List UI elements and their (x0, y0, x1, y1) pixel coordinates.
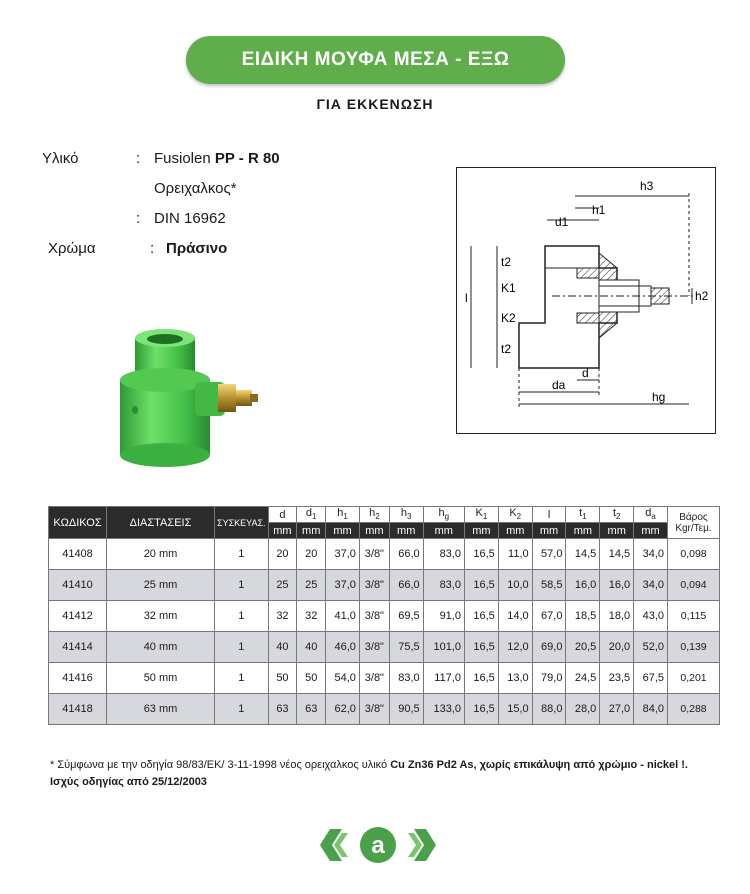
cell-t1: 16,0 (566, 570, 600, 601)
cell-t2: 18,0 (600, 601, 634, 632)
cell-t1: 18,5 (566, 601, 600, 632)
col-t2: $t_2$ (600, 507, 634, 523)
cell-da: 52,0 (634, 632, 668, 663)
logo-letter: a (371, 832, 385, 859)
col-package: ΣΥΣΚΕΥΑΣ. (215, 507, 269, 539)
material-label: Υλικό (42, 150, 79, 167)
material-colon: : (136, 150, 141, 167)
col-h2: $h_2$ (359, 507, 389, 523)
cell-d: 20 (268, 539, 297, 570)
cell-K2: 12,0 (498, 632, 532, 663)
col-l: l (532, 507, 566, 523)
color-colon: : (150, 240, 155, 257)
cell-d: 25 (268, 570, 297, 601)
cell-K1: 16,5 (464, 663, 498, 694)
label-h3: h3 (640, 179, 654, 193)
label-K1: K1 (501, 281, 516, 295)
cell-dim: 50 mm (107, 663, 215, 694)
label-t2-bottom: t2 (501, 342, 512, 356)
cell-t1: 14,5 (566, 539, 600, 570)
col-d: d (268, 507, 297, 523)
cell-w: 0,288 (668, 694, 720, 725)
unit-l: mm (532, 523, 566, 539)
cell-hg: 83,0 (423, 539, 464, 570)
unit-hg: mm (423, 523, 464, 539)
cell-K1: 16,5 (464, 539, 498, 570)
unit-d1: mm (297, 523, 326, 539)
cell-w: 0,201 (668, 663, 720, 694)
color-value: Πράσινο (166, 240, 228, 257)
cell-K2: 14,0 (498, 601, 532, 632)
unit-t1: mm (566, 523, 600, 539)
cell-w: 0,139 (668, 632, 720, 663)
technical-drawing (456, 167, 716, 434)
cell-d1: 63 (297, 694, 326, 725)
product-photo (100, 320, 260, 480)
cell-K1: 16,5 (464, 694, 498, 725)
col-h3: $h_3$ (389, 507, 423, 523)
cell-code: 41412 (49, 601, 107, 632)
col-code: ΚΩΔΙΚΟΣ (49, 507, 107, 539)
label-d: d (582, 366, 589, 380)
cell-h3: 66,0 (389, 539, 423, 570)
cell-K1: 16,5 (464, 632, 498, 663)
cell-code: 41416 (49, 663, 107, 694)
table-row (49, 694, 720, 725)
cell-t2: 27,0 (600, 694, 634, 725)
cell-da: 67,5 (634, 663, 668, 694)
label-t2-top: t2 (501, 255, 512, 269)
title-banner (186, 36, 565, 84)
cell-h3: 66,0 (389, 570, 423, 601)
cell-t2: 20,0 (600, 632, 634, 663)
cell-d: 63 (268, 694, 297, 725)
cell-da: 34,0 (634, 570, 668, 601)
cell-h1: 41,0 (326, 601, 360, 632)
cell-t1: 20,5 (566, 632, 600, 663)
cell-code: 41414 (49, 632, 107, 663)
cell-h3: 90,5 (389, 694, 423, 725)
cell-dim: 32 mm (107, 601, 215, 632)
cell-code: 41408 (49, 539, 107, 570)
label-d1: d1 (555, 215, 569, 229)
label-da: da (552, 378, 566, 392)
cell-w: 0,115 (668, 601, 720, 632)
brass-valve (236, 390, 252, 406)
col-t1: $t_1$ (566, 507, 600, 523)
cell-dim: 25 mm (107, 570, 215, 601)
cell-w: 0,094 (668, 570, 720, 601)
dimensions-table (48, 506, 720, 725)
cell-pack: 1 (215, 663, 269, 694)
table-row (49, 632, 720, 663)
page-title: ΕΙΔΙΚΗ ΜΟΥΦΑ ΜΕΣΑ - ΕΞΩ (241, 49, 510, 70)
cell-t2: 14,5 (600, 539, 634, 570)
cell-l: 79,0 (532, 663, 566, 694)
cell-l: 57,0 (532, 539, 566, 570)
cell-d: 40 (268, 632, 297, 663)
cell-dim: 40 mm (107, 632, 215, 663)
cell-pack: 1 (215, 694, 269, 725)
cell-da: 84,0 (634, 694, 668, 725)
drawing-socket (545, 246, 599, 268)
cell-w: 0,098 (668, 539, 720, 570)
label-hg: hg (652, 390, 666, 404)
label-l: l (465, 291, 468, 305)
label-K2: K2 (501, 311, 516, 325)
col-K2: $K_2$ (498, 507, 532, 523)
footnote: * Σύμφωνα με την οδηγία 98/83/ΕΚ/ 3-11-1998 νέος ορειχαλκος υλικό Cu Zn36 Pd2 As, χωρίς επικάλυψη από χρώμιο - nickel !. Ισχύς οδηγίας από 25/12/2003 (50, 759, 688, 788)
cell-d: 50 (268, 663, 297, 694)
col-weight: Βάρος Kgr/Τεμ. (668, 507, 720, 539)
table-row (49, 539, 720, 570)
cell-pack: 1 (215, 601, 269, 632)
cell-l: 67,0 (532, 601, 566, 632)
table-row (49, 663, 720, 694)
cell-h2: 3/8" (359, 570, 389, 601)
col-h1: $h_1$ (326, 507, 360, 523)
material-value: Fusiolen PP - R 80 (154, 150, 280, 167)
cell-d1: 32 (297, 601, 326, 632)
cell-pack: 1 (215, 632, 269, 663)
cell-dim: 63 mm (107, 694, 215, 725)
cell-l: 88,0 (532, 694, 566, 725)
cell-code: 41418 (49, 694, 107, 725)
cell-pack: 1 (215, 570, 269, 601)
cell-l: 58,5 (532, 570, 566, 601)
cell-d1: 50 (297, 663, 326, 694)
cell-h2: 3/8" (359, 663, 389, 694)
cell-K2: 10,0 (498, 570, 532, 601)
unit-h2: mm (359, 523, 389, 539)
cell-d1: 40 (297, 632, 326, 663)
cell-da: 43,0 (634, 601, 668, 632)
cell-h3: 69,5 (389, 601, 423, 632)
unit-d: mm (268, 523, 297, 539)
company-logo (316, 823, 440, 867)
unit-K1: mm (464, 523, 498, 539)
table-row (49, 570, 720, 601)
socket-opening (147, 334, 183, 344)
standard-colon: : (136, 210, 141, 227)
col-d1: $d_1$ (297, 507, 326, 523)
cell-t2: 16,0 (600, 570, 634, 601)
cell-t1: 24,5 (566, 663, 600, 694)
col-da: $d_a$ (634, 507, 668, 523)
cell-hg: 117,0 (423, 663, 464, 694)
cell-h2: 3/8" (359, 694, 389, 725)
table-row (49, 601, 720, 632)
cell-h1: 37,0 (326, 570, 360, 601)
body-mark (132, 406, 138, 414)
cell-h2: 3/8" (359, 601, 389, 632)
unit-K2: mm (498, 523, 532, 539)
brass-nut (218, 384, 236, 412)
col-dimensions: ΔΙΑΣΤΑΣΕΙΣ (107, 507, 215, 539)
cell-h2: 3/8" (359, 632, 389, 663)
cell-K2: 11,0 (498, 539, 532, 570)
cell-d1: 25 (297, 570, 326, 601)
cell-K1: 16,5 (464, 601, 498, 632)
cell-h3: 75,5 (389, 632, 423, 663)
col-hg: $h_g$ (423, 507, 464, 523)
brass-value: Ορειχαλκος* (154, 180, 237, 197)
cell-hg: 83,0 (423, 570, 464, 601)
cell-hg: 91,0 (423, 601, 464, 632)
page-subtitle: ΓΙΑ ΕΚΚΕΝΩΣΗ (316, 96, 434, 112)
cell-h1: 62,0 (326, 694, 360, 725)
cell-l: 69,0 (532, 632, 566, 663)
brass-tip (250, 394, 258, 402)
unit-da: mm (634, 523, 668, 539)
cell-da: 34,0 (634, 539, 668, 570)
label-h2: h2 (695, 289, 709, 303)
cell-d1: 20 (297, 539, 326, 570)
cell-K2: 13,0 (498, 663, 532, 694)
color-label: Χρώμα (48, 240, 96, 257)
label-h1: h1 (592, 203, 606, 217)
cell-pack: 1 (215, 539, 269, 570)
cell-K2: 15,0 (498, 694, 532, 725)
standard-value: DIN 16962 (154, 210, 226, 227)
cell-h1: 46,0 (326, 632, 360, 663)
col-K1: $K_1$ (464, 507, 498, 523)
unit-h1: mm (326, 523, 360, 539)
cell-t2: 23,5 (600, 663, 634, 694)
cell-code: 41410 (49, 570, 107, 601)
cell-h2: 3/8" (359, 539, 389, 570)
cell-hg: 101,0 (423, 632, 464, 663)
cell-hg: 133,0 (423, 694, 464, 725)
cell-d: 32 (268, 601, 297, 632)
cell-h3: 83,0 (389, 663, 423, 694)
cell-h1: 54,0 (326, 663, 360, 694)
fitting-base (120, 443, 210, 467)
cell-t1: 28,0 (566, 694, 600, 725)
unit-t2: mm (600, 523, 634, 539)
unit-h3: mm (389, 523, 423, 539)
cell-dim: 20 mm (107, 539, 215, 570)
cell-h1: 37,0 (326, 539, 360, 570)
cell-K1: 16,5 (464, 570, 498, 601)
